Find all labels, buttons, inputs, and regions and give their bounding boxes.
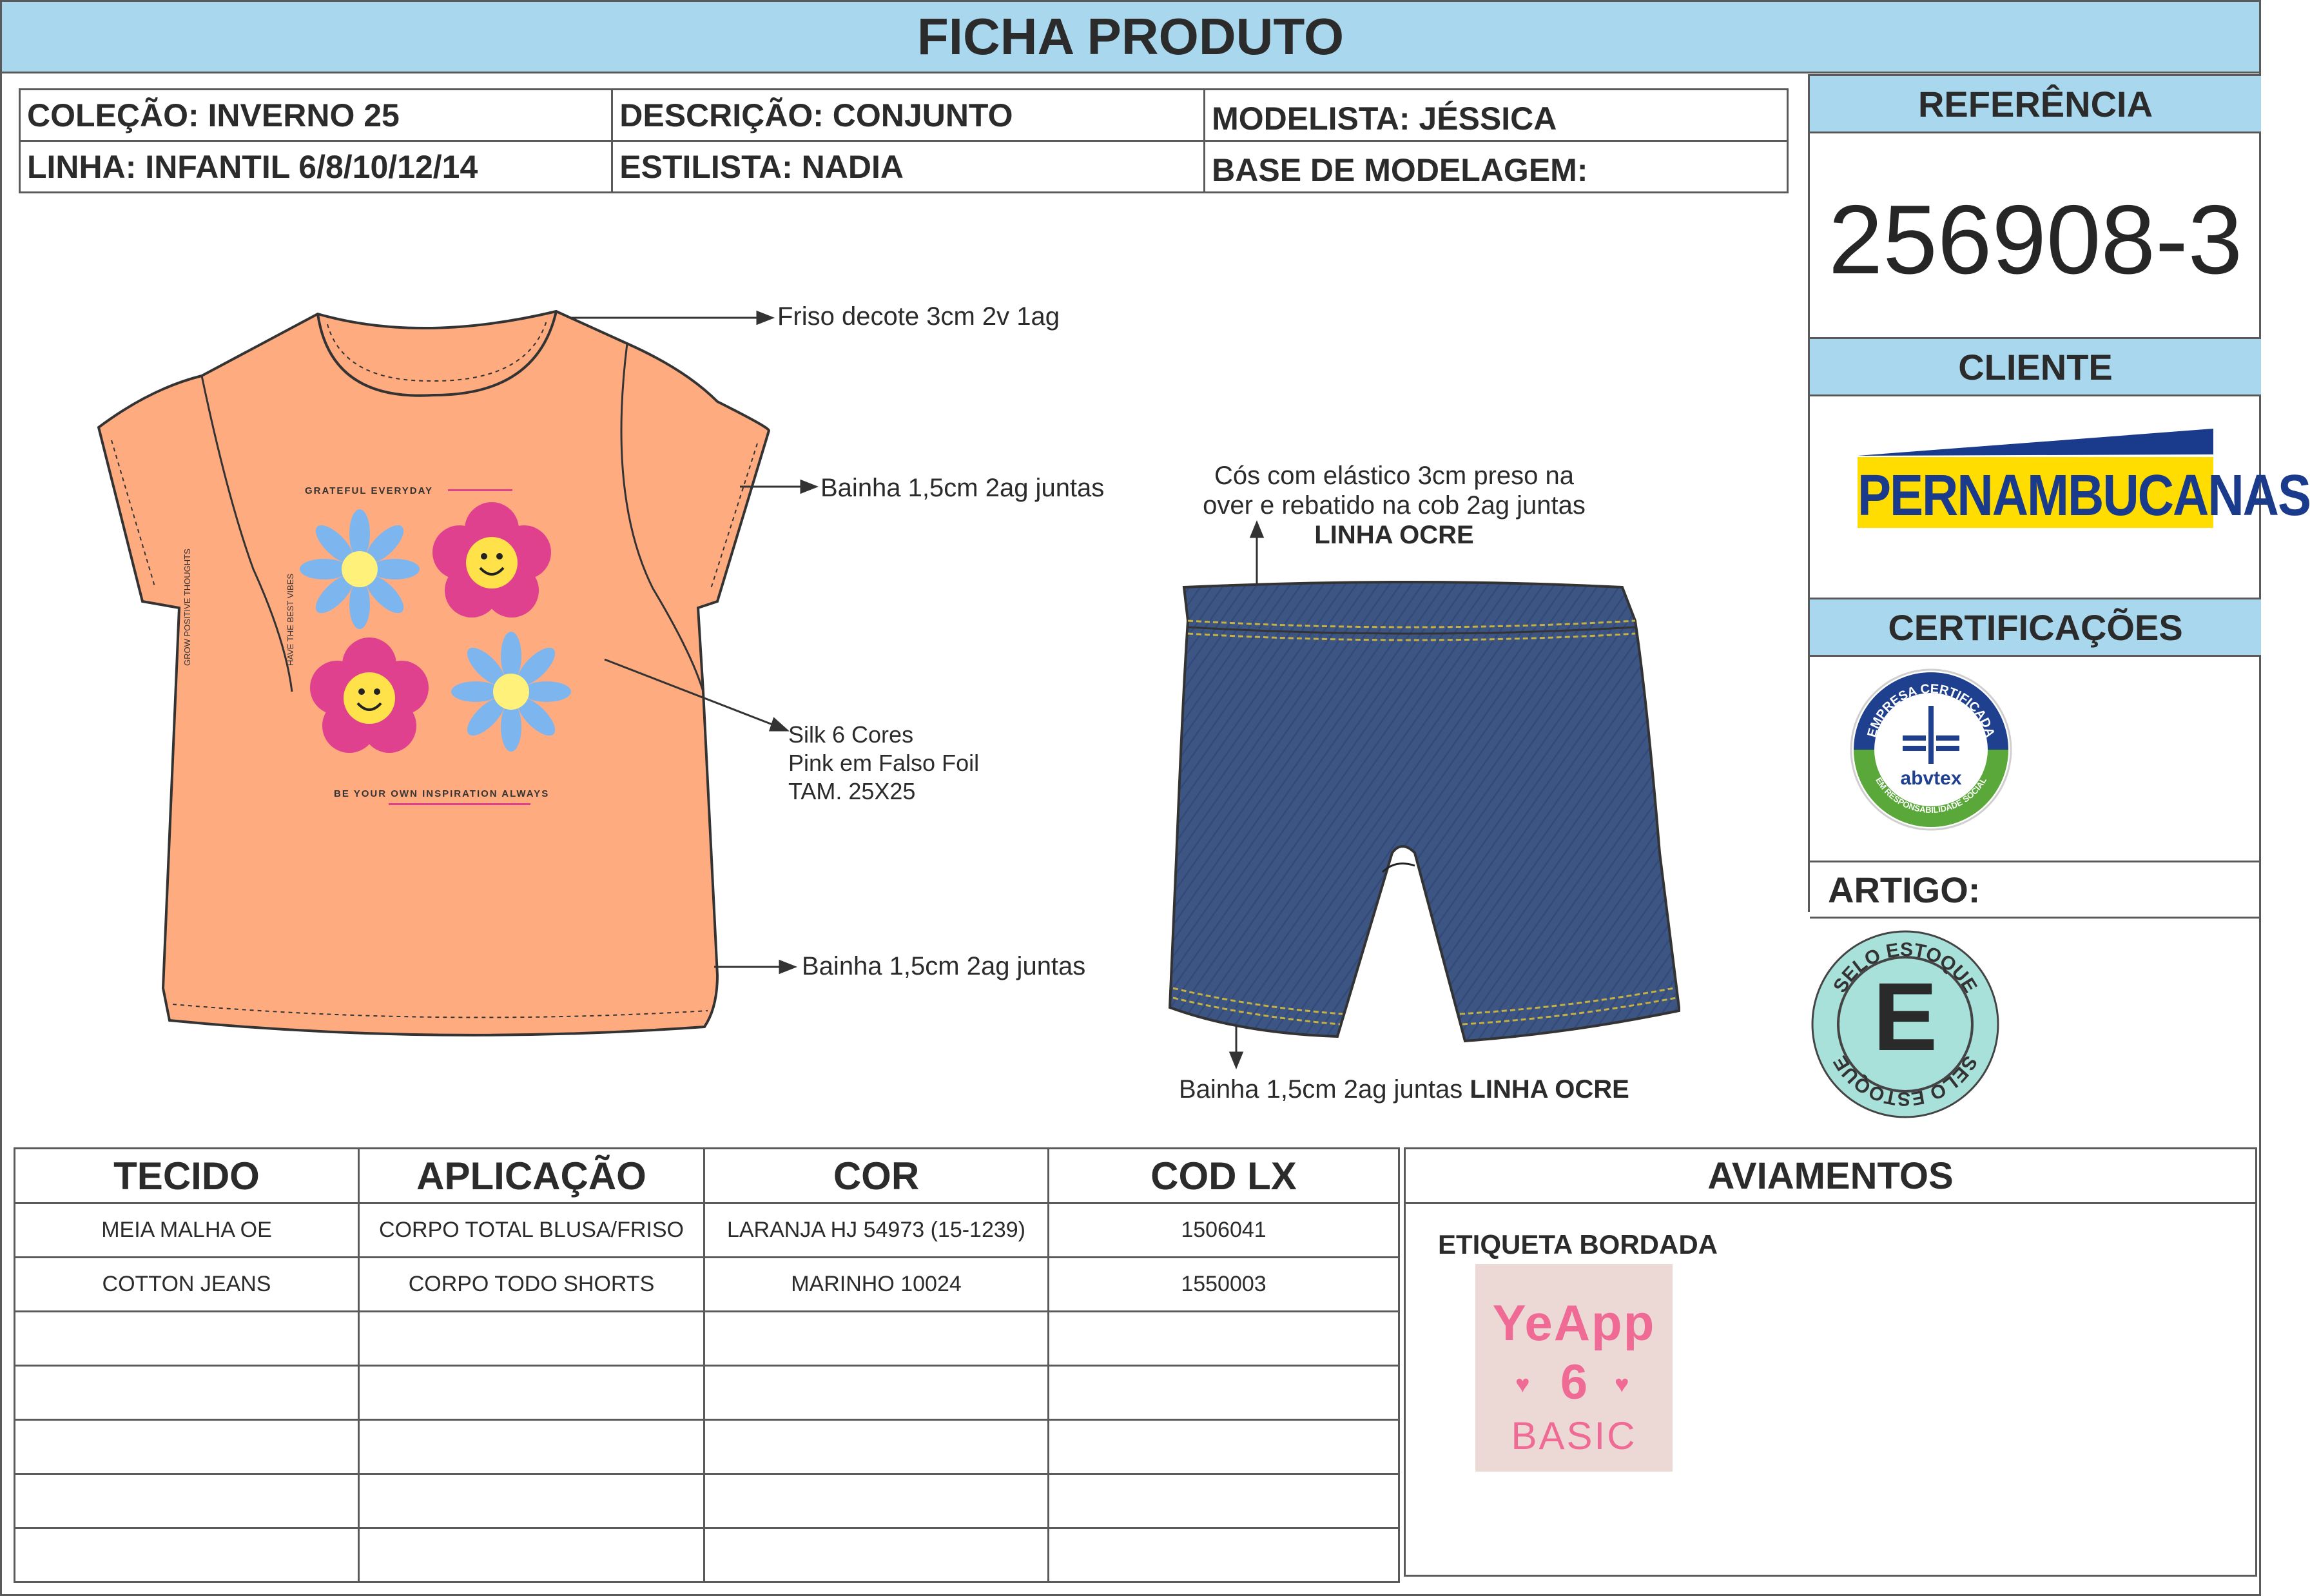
badge-ring-text: EMPRESA CERTIFICADA	[1865, 681, 1997, 739]
silk-line-1: Silk 6 Cores	[788, 721, 914, 748]
silk-line-2: Pink em Falso Foil	[788, 750, 980, 776]
bainha-manga-annotation: Bainha 1,5cm 2ag juntas	[820, 474, 1105, 502]
badge-bottom-text: EM RESPONSABILIDADE SOCIAL	[1874, 775, 1988, 815]
selo-letter: E	[1872, 962, 1938, 1071]
table-cell	[359, 1420, 704, 1474]
table-cell	[15, 1528, 359, 1582]
shorts-bainha-text: Bainha 1,5cm 2ag juntas	[1179, 1075, 1463, 1104]
label-line: BASIC	[1511, 1414, 1637, 1457]
modelista-cell: MODELISTA: JÉSSICA	[1205, 90, 1788, 141]
heart-icon: ♥	[1615, 1371, 1629, 1398]
table-cell	[1049, 1420, 1399, 1474]
table-cell: MEIA MALHA OE	[15, 1203, 359, 1258]
descricao-cell: DESCRIÇÃO: CONJUNTO	[612, 90, 1205, 141]
selo-bottom-text: SELO ESTOQUE	[1829, 1052, 1981, 1110]
cos-line-3: LINHA OCRE	[1314, 521, 1474, 549]
table-cell	[704, 1366, 1049, 1420]
shorts-icon	[1170, 582, 1679, 1046]
print-top-text: GRATEFUL EVERYDAY	[305, 485, 434, 496]
silk-line-3: TAM. 25X25	[788, 778, 916, 804]
table-cell	[1049, 1312, 1399, 1366]
table-cell	[704, 1474, 1049, 1528]
label-brand: YeApp	[1492, 1294, 1656, 1351]
table-row	[15, 1258, 1399, 1312]
logo-text: PERNAMBUCANAS	[1858, 462, 2310, 528]
aviamentos-header: AVIAMENTOS	[1406, 1149, 2255, 1204]
table-cell: MARINHO 10024	[704, 1258, 1049, 1312]
print-bottom-text: BE YOUR OWN INSPIRATION ALWAYS	[334, 788, 550, 799]
print-side-text-2: HAVE THE BEST VIBES	[286, 573, 295, 666]
table-row	[15, 1474, 1399, 1528]
bainha-barra-annotation: Bainha 1,5cm 2ag juntas	[802, 952, 1086, 980]
table-cell: 1506041	[1049, 1203, 1399, 1258]
table-cell: LARANJA HJ 54973 (15-1239)	[704, 1203, 1049, 1258]
table-cell	[15, 1474, 359, 1528]
linha-cell: LINHA: INFANTIL 6/8/10/12/14	[20, 141, 612, 193]
cos-line-2: over e rebatido na cob 2ag juntas	[1203, 491, 1586, 520]
label-size: 6	[1560, 1355, 1588, 1410]
estilista-cell: ESTILISTA: NADIA	[612, 141, 1205, 193]
shorts-bainha-annotation	[1179, 1075, 1629, 1104]
table-cell	[359, 1312, 704, 1366]
table-cell	[1049, 1474, 1399, 1528]
table-cell	[704, 1420, 1049, 1474]
selo-top-text: SELO ESTOQUE	[1829, 939, 1981, 997]
certificacoes-header: CERTIFICAÇÕES	[1810, 598, 2261, 657]
aviamentos-box	[1404, 1147, 2257, 1577]
table-cell	[15, 1420, 359, 1474]
silk-annotation	[788, 721, 979, 806]
header-tecido: TECIDO	[15, 1149, 359, 1203]
table-cell: COTTON JEANS	[15, 1258, 359, 1312]
shorts-bainha-bold: LINHA OCRE	[1470, 1075, 1629, 1104]
table-row	[15, 1528, 1399, 1582]
colecao-cell: COLEÇÃO: INVERNO 25	[20, 90, 612, 141]
cliente-header: CLIENTE	[1810, 337, 2261, 396]
print-side-text-1: GROW POSITIVE THOUGHTS	[182, 549, 192, 666]
cos-annotation	[1162, 461, 1626, 550]
table-row	[15, 1203, 1399, 1258]
header-aplicacao: APLICAÇÃO	[359, 1149, 704, 1203]
aviamentos-item-label: ETIQUETA BORDADA	[1438, 1229, 1718, 1260]
header-cor: COR	[704, 1149, 1049, 1203]
referencia-header: REFERÊNCIA	[1810, 74, 2261, 133]
table-cell: CORPO TOTAL BLUSA/FRISO	[359, 1203, 704, 1258]
referencia-value: 256908-3	[1828, 185, 2243, 295]
table-cell	[359, 1366, 704, 1420]
table-cell: CORPO TODO SHORTS	[359, 1258, 704, 1312]
table-row	[15, 1420, 1399, 1474]
badge-name: abvtex	[1900, 768, 1962, 789]
artigo-label: ARTIGO:	[1828, 870, 1981, 910]
table-cell: 1550003	[1049, 1258, 1399, 1312]
table-cell	[1049, 1366, 1399, 1420]
table-row	[15, 1366, 1399, 1420]
table-cell	[359, 1474, 704, 1528]
header-cod-lx: COD LX	[1049, 1149, 1399, 1203]
friso-annotation: Friso decote 3cm 2v 1ag	[777, 302, 1060, 331]
table-cell	[1049, 1528, 1399, 1582]
base-modelagem-cell: BASE DE MODELAGEM:	[1205, 141, 1788, 193]
heart-icon: ♥	[1515, 1371, 1530, 1398]
embroidered-label	[1475, 1264, 1673, 1472]
shorts-illustration	[1170, 582, 1679, 1046]
page-title: FICHA PRODUTO	[917, 8, 1344, 65]
fabric-table	[14, 1147, 1400, 1583]
table-cell	[359, 1528, 704, 1582]
table-cell	[704, 1528, 1049, 1582]
cos-line-1: Cós com elástico 3cm preso na	[1214, 462, 1574, 490]
table-cell	[15, 1366, 359, 1420]
table-cell	[15, 1312, 359, 1366]
table-row	[15, 1312, 1399, 1366]
table-cell	[704, 1312, 1049, 1366]
